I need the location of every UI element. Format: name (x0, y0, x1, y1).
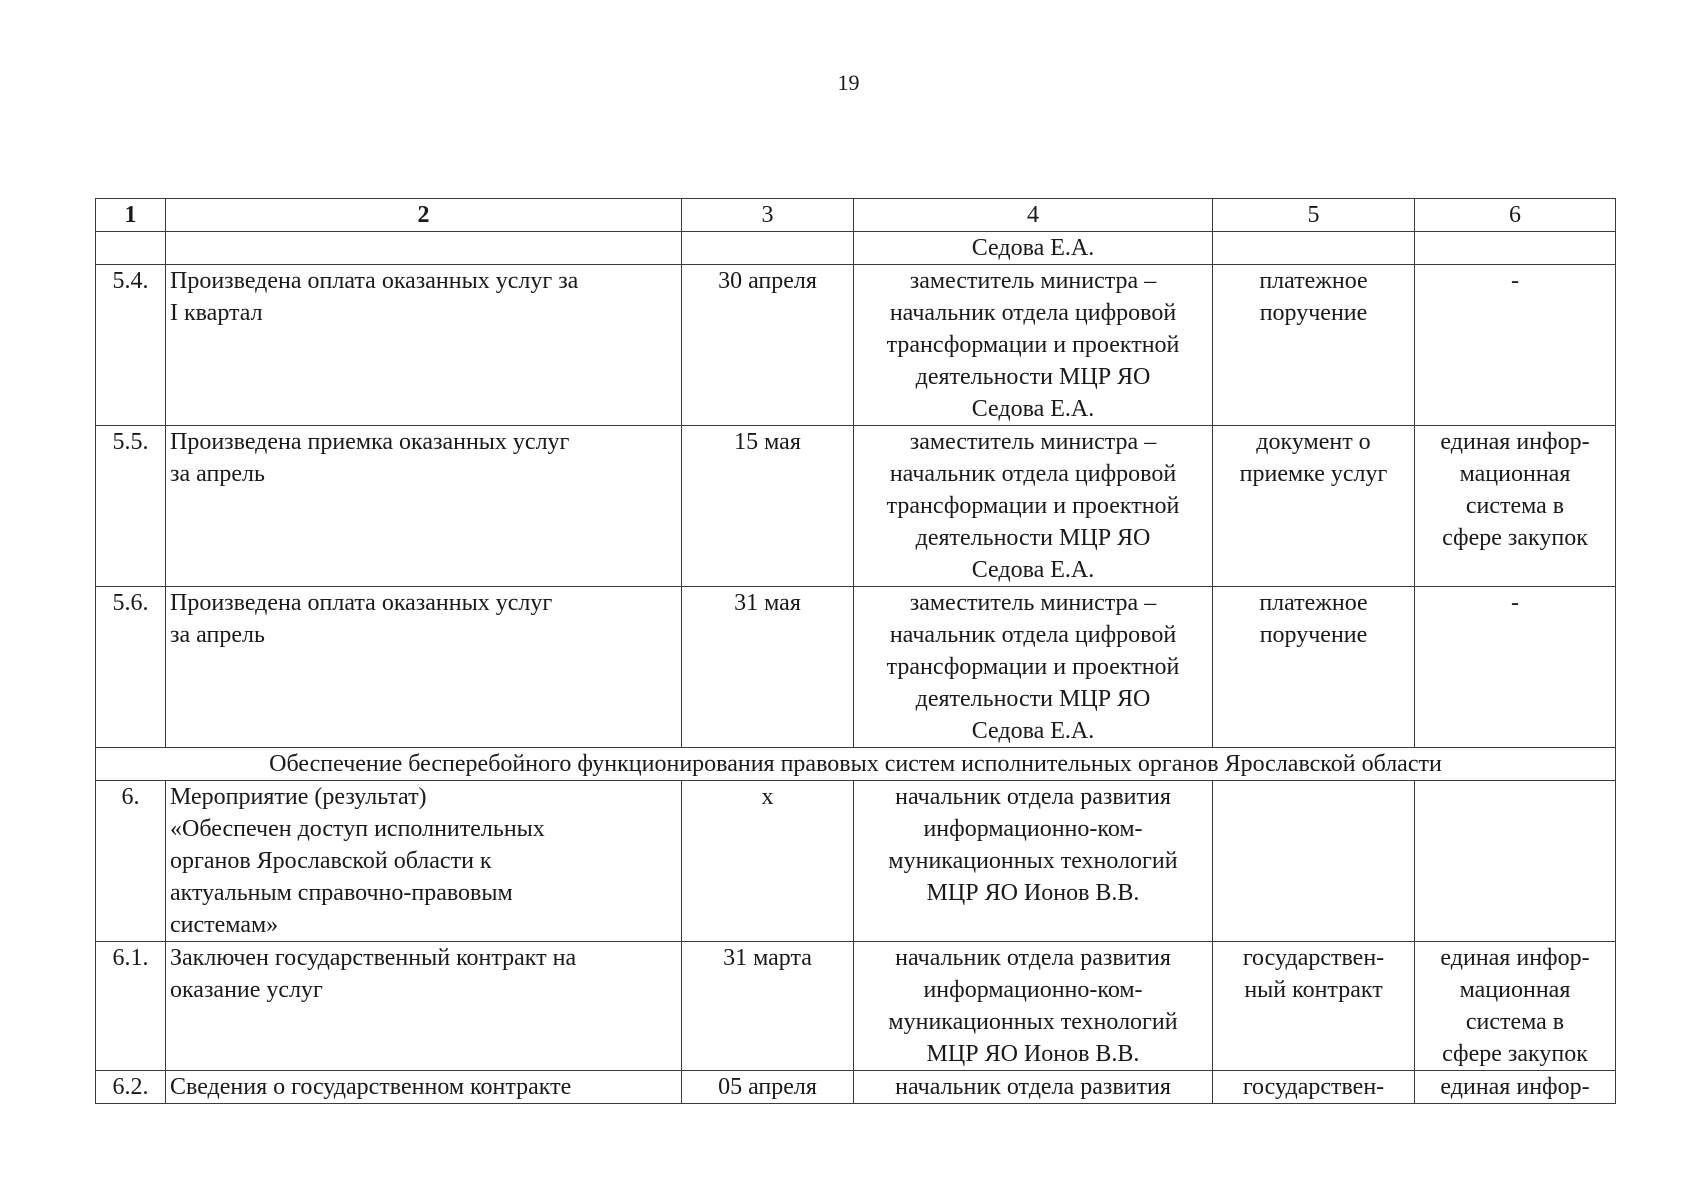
cell-responsible: заместитель министра – начальник отдела цифровой трансформации и проектной деятельности МЦР ЯО Седова Е.А. (854, 426, 1213, 587)
cell-document: государствен- (1213, 1071, 1415, 1104)
continuation-row (96, 232, 1616, 265)
cell-event: Мероприятие (результат) «Обеспечен доступ исполнительных органов Ярославской области к актуальным справочно-правовым системам» (166, 781, 682, 942)
header-cell-2: 2 (166, 199, 682, 232)
cell-responsible: начальник отдела развития информационно-ком- муникационных технологий МЦР ЯО Ионов В.В. (854, 781, 1213, 942)
cell-num: 5.6. (96, 587, 166, 748)
cell-responsible: заместитель министра – начальник отдела цифровой трансформации и проектной деятельности МЦР ЯО Седова Е.А. (854, 587, 1213, 748)
cell-document: платежное поручение (1213, 587, 1415, 748)
cell-responsible: начальник отдела развития (854, 1071, 1213, 1104)
cell-date: 30 апреля (682, 265, 854, 426)
header-cell-6: 6 (1415, 199, 1616, 232)
cell-responsible: Седова Е.А. (854, 232, 1213, 265)
cell-system: - (1415, 265, 1616, 426)
document-sheet (95, 198, 1615, 1104)
table-header-row (96, 199, 1616, 232)
cell-num: 6.2. (96, 1071, 166, 1104)
cell-date: 31 марта (682, 942, 854, 1071)
cell-num: 6. (96, 781, 166, 942)
header-cell-5: 5 (1213, 199, 1415, 232)
cell-system: единая инфор- мационная система в сфере закупок (1415, 426, 1616, 587)
header-cell-4: 4 (854, 199, 1213, 232)
cell-num: 6.1. (96, 942, 166, 1071)
table-row (96, 426, 1616, 587)
cell-event (166, 232, 682, 265)
cell-system: единая инфор- мационная система в сфере закупок (1415, 942, 1616, 1071)
table-row (96, 781, 1616, 942)
plan-table (95, 198, 1616, 1104)
cell-event: Произведена приемка оказанных услуг за апрель (166, 426, 682, 587)
cell-system (1415, 781, 1616, 942)
cell-date (682, 232, 854, 265)
cell-num: 5.4. (96, 265, 166, 426)
cell-date: 15 мая (682, 426, 854, 587)
table-row (96, 265, 1616, 426)
section-title: Обеспечение бесперебойного функционирования правовых систем исполнительных органов Ярославской области (96, 748, 1616, 781)
cell-responsible: начальник отдела развития информационно-ком- муникационных технологий МЦР ЯО Ионов В.В. (854, 942, 1213, 1071)
cell-date: 31 мая (682, 587, 854, 748)
cell-document (1213, 232, 1415, 265)
section-row (96, 748, 1616, 781)
cell-system (1415, 232, 1616, 265)
cell-event: Сведения о государственном контракте (166, 1071, 682, 1104)
cell-date: х (682, 781, 854, 942)
cell-system: единая инфор- (1415, 1071, 1616, 1104)
cell-document: документ о приемке услуг (1213, 426, 1415, 587)
cell-document (1213, 781, 1415, 942)
table-row (96, 942, 1616, 1071)
cell-num: 5.5. (96, 426, 166, 587)
cell-document: государствен- ный контракт (1213, 942, 1415, 1071)
cell-event: Заключен государственный контракт на оказание услуг (166, 942, 682, 1071)
cell-document: платежное поручение (1213, 265, 1415, 426)
cell-event: Произведена оплата оказанных услуг за апрель (166, 587, 682, 748)
page-number: 19 (837, 70, 860, 95)
header-cell-1: 1 (96, 199, 166, 232)
cell-event: Произведена оплата оказанных услуг за I квартал (166, 265, 682, 426)
table-row (96, 1071, 1616, 1104)
cell-date: 05 апреля (682, 1071, 854, 1104)
table-row (96, 587, 1616, 748)
cell-num (96, 232, 166, 265)
cell-system: - (1415, 587, 1616, 748)
cell-responsible: заместитель министра – начальник отдела цифровой трансформации и проектной деятельности МЦР ЯО Седова Е.А. (854, 265, 1213, 426)
header-cell-3: 3 (682, 199, 854, 232)
